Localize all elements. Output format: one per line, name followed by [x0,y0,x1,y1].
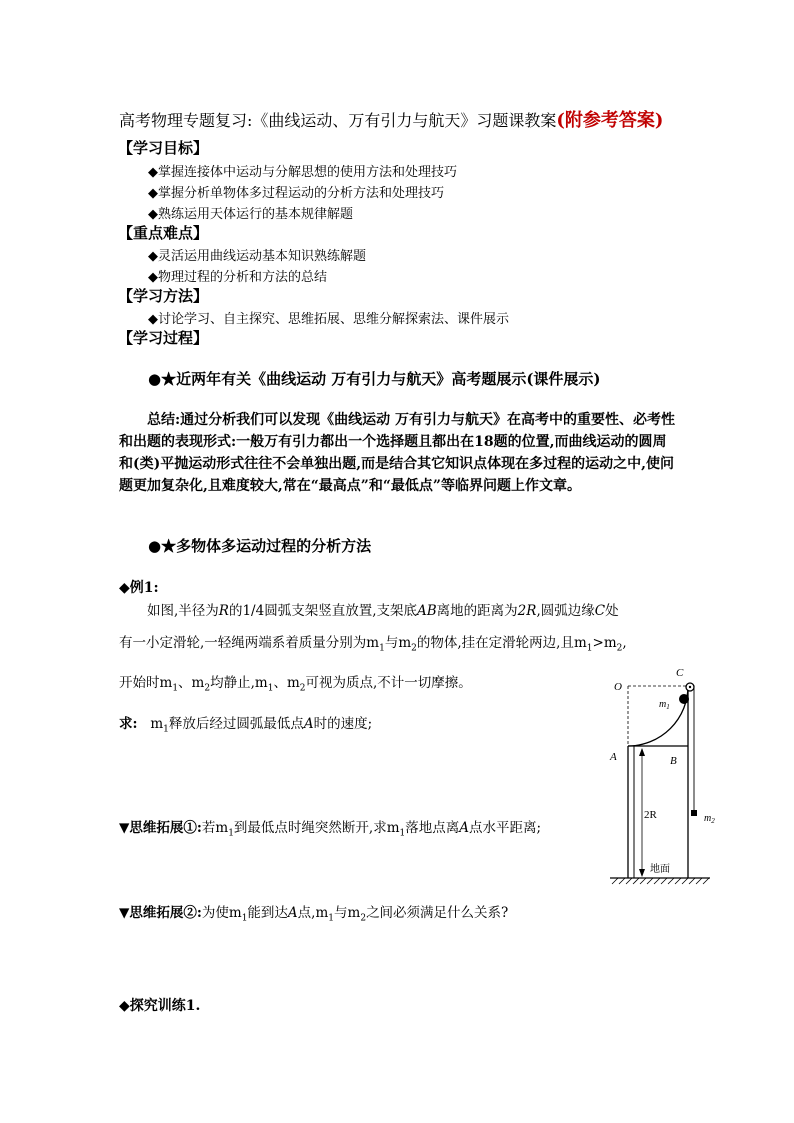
section-heading-method: 【学习方法】 [118,287,209,305]
summary-label: 总结: [147,412,181,428]
training-label: ◆探究训练1. [119,998,201,1014]
summary-text: 通过分析我们可以发现《曲线运动 万有引力与航天》在高考中的重要性、必考性和出题的表现形式:一般万有引力都出一个选择题且都出在18题的位置,而曲线运动的圆周和(类)平抛运动形式往往不会单独出题,而是结合其它知识点体现在多过程的运动之中,使问题更加复杂化,且难度较大,常在“最高点”和“最低点”等临界问题上作文章。 [119,412,676,494]
example-line-2: 有一小定滑轮,一轻绳两端系着质量分别为$m_1$与$m_2$的物体,挂在定滑轮两边,且$m_1>m_2$, [119,635,627,654]
section-heading-process: 【学习过程】 [118,329,209,347]
section-heading-key: 【重点难点】 [118,224,209,242]
document-title [119,106,663,132]
weight-m2 [691,810,697,816]
arrow-head-down [639,869,645,877]
method-item: ◆讨论学习、自主探究、思维拓展、思维分解探索法、课件展示 [148,312,509,327]
label-C: C [676,667,684,679]
extension-2: ▼思维拓展②:为使$m_1$能到达A点$,m_1$与$m_2$之间必须满足什么关系? [119,905,509,924]
key-item: ◆物理过程的分析和方法的总结 [148,270,327,285]
goal-item: ◆熟练运用天体运行的基本规律解题 [148,207,353,222]
quarter-arc [628,686,688,746]
title-answer-note: (附参考答案) [556,110,664,131]
example-label: ◆例1: [119,580,159,596]
example-line-1: 如图,半径为R的1/4圆弧支架竖直放置,支架底AB离地的距离为2R,圆弧边缘C处 [147,603,619,619]
example-line-3: 开始时$m_1$、$m_2$均静止$,m_1$、$m_2$可视为质点,不计一切摩擦。 [119,675,472,694]
ground-hatching [612,878,709,884]
title-main: 高考物理专题复习:《曲线运动、万有引力与航天》习题课教案 [119,111,557,130]
label-2R: 2R [644,809,657,821]
label-ground: 地面 [650,864,670,875]
label-m2: $m_2$ [704,813,715,825]
label-A: A [610,751,617,763]
example-question: 求: $m_1$释放后经过圆弧最低点A时的速度; [119,716,373,735]
physics-figure [600,660,720,890]
arrow-head-up [639,748,645,756]
pulley-axle [689,686,691,688]
label-B: B [670,755,677,767]
label-O: O [614,681,622,693]
section-heading-goals: 【学习目标】 [118,139,209,157]
label-m1: $m_1$ [659,699,670,711]
part2-heading: ●★多物体多运动过程的分析方法 [148,537,372,555]
goal-item: ◆掌握分析单物体多过程运动的分析方法和处理技巧 [148,186,444,201]
ball-m1 [679,694,689,704]
summary-paragraph [119,409,679,497]
extension-1: ▼思维拓展①:若$m_1$到最低点时绳突然断开,求$m_1$落地点离A点水平距离; [119,820,542,839]
part1-heading: ●★近两年有关《曲线运动 万有引力与航天》高考题展示(课件展示) [148,370,601,388]
key-item: ◆灵活运用曲线运动基本知识熟练解题 [148,249,366,264]
goal-item: ◆掌握连接体中运动与分解思想的使用方法和处理技巧 [148,165,457,180]
